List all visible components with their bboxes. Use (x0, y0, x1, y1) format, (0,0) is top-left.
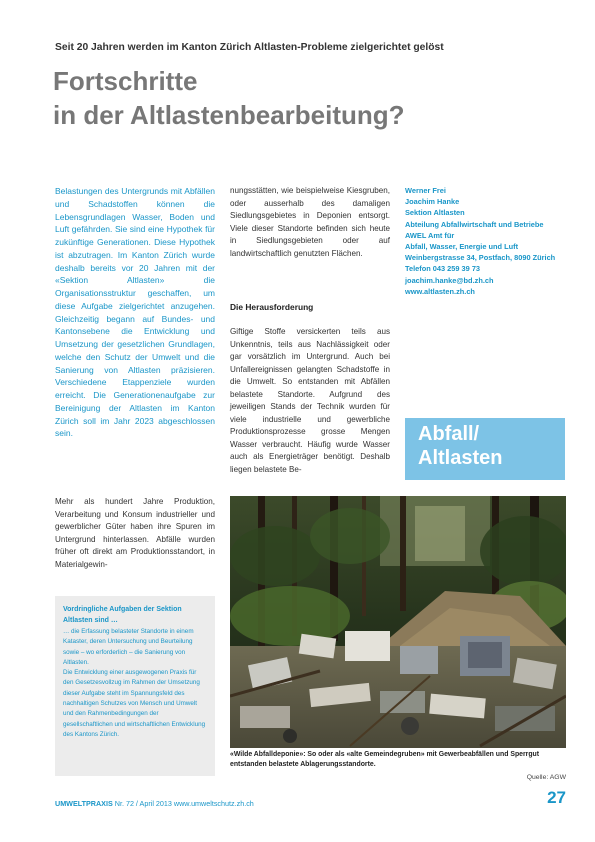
page-title (53, 64, 573, 132)
footer-issue-info: Nr. 72 / April 2013 www.umweltschutz.zh.ch (112, 799, 254, 808)
author-address: Weinbergstrasse 34, Postfach, 8090 Zürich (405, 253, 556, 263)
body-column-1: Mehr als hundert Jahre Produktion, Verarbeitung und Konsum industrieller und gewerblicher Güter haben ihre Spuren im Untergrund hinterlassen. Abfälle wurden früher oft direkt am Produktionsstandort, in Materialgewin- (55, 497, 215, 569)
info-box (55, 596, 215, 776)
photo-caption: «Wilde Abfalldeponie»: So oder als «alte Gemeindegruben» mit Gewerbeabfällen und Sperrgut entstanden belastete Ablagerungsstandorte. (230, 751, 540, 768)
footer-magazine-name: UMWELTPRAXIS (55, 799, 113, 808)
author-name-2: Joachim Hanke (405, 197, 460, 207)
section-subheading: Die Herausforderung (230, 302, 314, 312)
body-column-2: nungsstätten, wie beispielweise Kiesgruben, oder ausserhalb des damaligen Siedlungsgebietes in Deponien entsorgt. Viele dieser Standorte befinden sich heute in Siedlungsgebieten oder auf landwirtschaftlich genutzten Flächen. (230, 186, 390, 258)
section-tag (405, 418, 565, 480)
info-box-paragraph-2: Die Entwicklung einer ausgewogenen Praxis für den Gesetzesvollzug im Rahmen der Umsetzung dieser Aufgabe steht im Spannungsfeld des nachhaltigen Schutzes von Mensch und Umwelt und den Rahmenbedingungen der gesellschaftlichen und wirtschaftlichen Entwicklung des Kantons Zürich. (63, 669, 206, 738)
author-department: Abteilung Abfallwirtschaft und Betriebe (405, 219, 544, 229)
author-name-1: Werner Frei (405, 186, 446, 195)
section-tag-line-2: Altlasten (418, 447, 503, 469)
landfill-photo (230, 496, 566, 748)
title-line-2: in der Altlastenbearbeitung? (53, 100, 405, 130)
author-block (405, 185, 575, 297)
author-email-link[interactable]: joachim.hanke@bd.zh.ch (405, 275, 494, 285)
info-box-paragraph-1: … die Erfassung belasteter Standorte in einem Kataster, deren Untersuchung und Beurteilung sowie – wo erforderlich – die Sanierung von Altlasten. (63, 628, 194, 666)
author-office: AWEL Amt für (405, 230, 455, 240)
supertitle: Seit 20 Jahren werden im Kanton Zürich Altlasten-Probleme zielgerichtet gelöst (55, 42, 444, 53)
section-tag-line-1: Abfall/ (418, 423, 480, 445)
author-office-full: Abfall, Wasser, Energie und Luft (405, 242, 519, 252)
footer (55, 799, 254, 808)
author-phone: Telefon 043 259 39 73 (405, 264, 481, 274)
author-website-link[interactable]: www.altlasten.zh.ch (405, 286, 475, 296)
body-column-2-continued: Giftige Stoffe versickerten teils aus Unkenntnis, teils aus Nachlässigkeit oder gar vorsätzlich im Untergrund. Auch bei Unfallereignissen gelangten Schadstoffe in die Umwelt. So entstanden mit Abfällen belastete Standorte. Aufgrund des jeweiligen Stands der Technik wurden für viele industrielle und gewerbliche Produktionsprozesse grosse Mengen Wasser verbraucht. Häufig wurde Wasser auch als Energieträger benötigt. Deshalb liegen belastete Be- (230, 327, 390, 474)
author-section: Sektion Altlasten (405, 208, 465, 218)
intro-paragraph: Belastungen des Untergrunds mit Abfällen und Schadstoffen können die Lebensgrundlagen Wasser, Boden und Luft gefährden. Sie sind eine Hypothek für zukünftige Generationen. Diese Hypothek ist abzutragen. Im Kanton Zürich wurde deshalb bereits vor 20 Jahren mit der «Sektion Altlasten» die Organisationsstruktur geschaffen, um diese Aufgabe zielgerichtet anzugehen. Gleichzeitig begann auf Bundes- und Kantonsebene die Entwicklung und Umsetzung der gesetzlichen Grundlagen, welche den Schutz der Umwelt und die Sanierung von Altlasten präzisieren. Verschiedene Etappenziele wurden erreicht. Die Generationenaufgabe zur Bereinigung der Altlasten im Kanton Zürich soll im Jahr 2023 abgeschlossen sein. (55, 186, 215, 439)
photo-credit: Quelle: AGW (526, 774, 566, 781)
page-number: 27 (547, 788, 566, 807)
info-box-title: Vordringliche Aufgaben der Sektion Altlasten sind … (63, 606, 182, 624)
title-line-1: Fortschritte (53, 66, 198, 96)
